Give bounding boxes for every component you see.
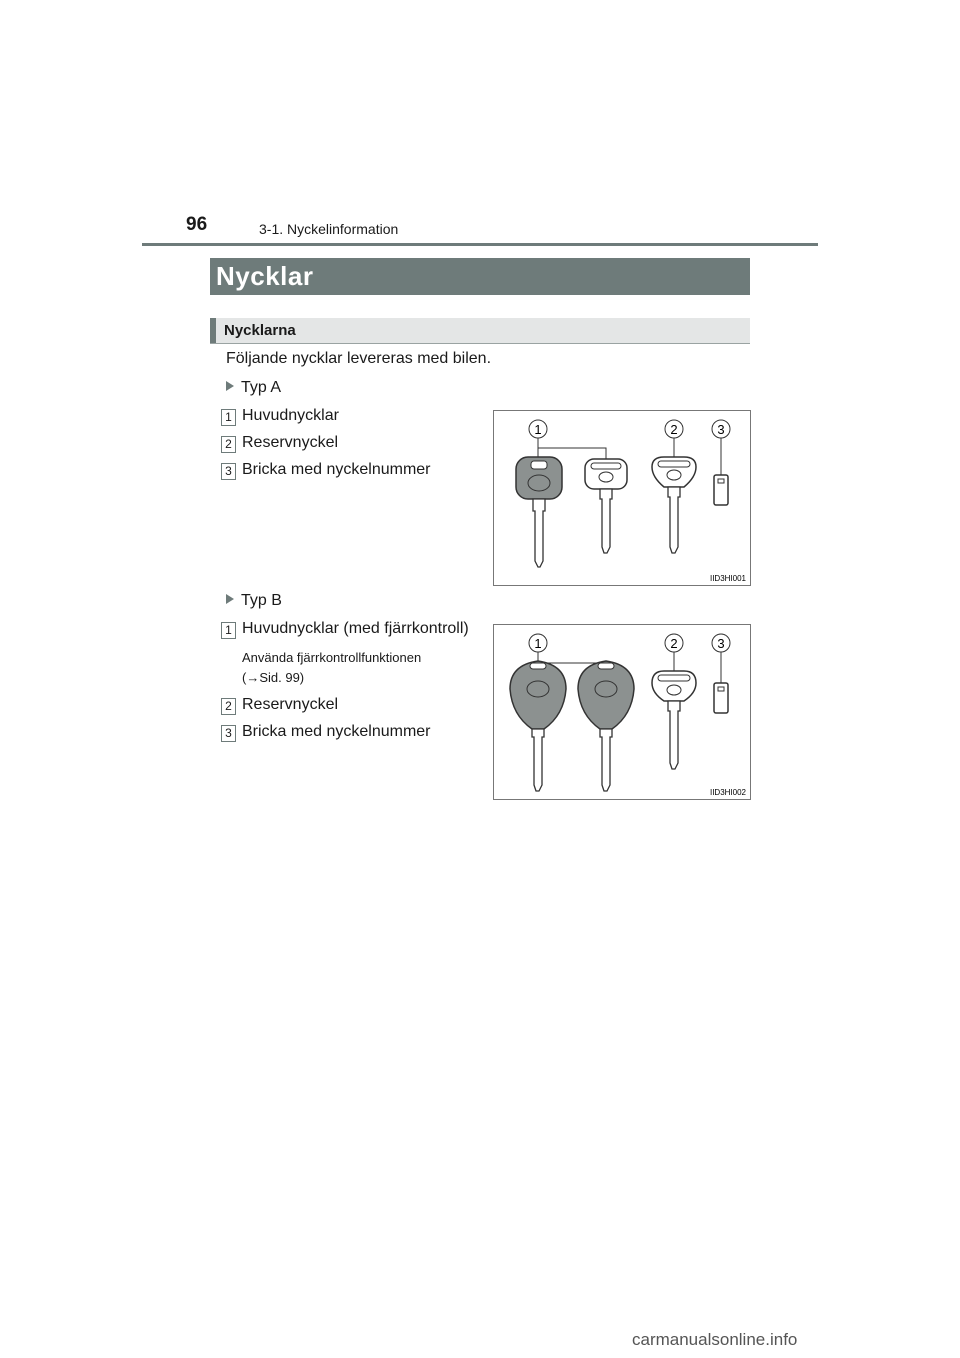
svg-text:2: 2 (670, 636, 678, 651)
keys-illustration-a (494, 411, 750, 585)
triangle-bullet-icon (226, 381, 234, 391)
key-number-tag-icon (714, 683, 728, 713)
remote-note-link[interactable]: (→Sid. 99) (242, 670, 305, 685)
item-b3-text: Bricka med nyckelnummer (242, 723, 431, 740)
item-a2-text: Reservnyckel (242, 434, 339, 451)
page-title: Nycklar (216, 261, 314, 291)
intro-text: Följande nycklar levereras med bilen. (226, 350, 492, 367)
item-number-a1: 1 (221, 409, 236, 426)
type-a-heading (226, 379, 281, 397)
type-b-heading (226, 592, 282, 610)
item-a3-text: Bricka med nyckelnummer (242, 461, 431, 478)
item-number-b2: 2 (221, 698, 236, 715)
callout-3 (712, 634, 730, 652)
item-number-a2: 2 (221, 436, 236, 453)
svg-text:3: 3 (717, 422, 725, 437)
item-b2-text: Reservnyckel (242, 696, 339, 713)
item-number-b3: 3 (221, 725, 236, 742)
callout-1 (529, 420, 547, 438)
key-number-tag-icon (714, 475, 728, 505)
type-b-label: Typ B (241, 592, 282, 609)
page-number: 96 (186, 214, 208, 235)
spare-key-icon (585, 459, 627, 553)
figure-type-b (493, 624, 751, 800)
svg-text:1: 1 (534, 422, 542, 437)
remote-note-line1: Använda fjärrkontrollfunktionen (242, 650, 422, 665)
callout-3 (712, 420, 730, 438)
item-a1-text: Huvudnycklar (242, 407, 339, 424)
subtitle-bar (210, 318, 750, 344)
spare-key-2-icon (652, 457, 696, 553)
item-number-b1: 1 (221, 622, 236, 639)
watermark: carmanualsonline.info (632, 1330, 798, 1349)
main-key-icon (516, 457, 562, 567)
subtitle: Nycklarna (224, 322, 296, 339)
spare-key-icon (652, 671, 696, 769)
svg-text:2: 2 (670, 422, 678, 437)
svg-text:3: 3 (717, 636, 725, 651)
remote-key-icon (510, 661, 566, 791)
item-b1-text: Huvudnycklar (med fjärrkontroll) (242, 620, 469, 637)
header-rule (142, 243, 818, 246)
type-a-label: Typ A (241, 379, 282, 396)
svg-text:1: 1 (534, 636, 542, 651)
callout-1 (529, 634, 547, 652)
title-bar (210, 258, 750, 295)
subtitle-accent (210, 318, 216, 343)
remote-key-2-icon (578, 661, 634, 791)
callout-2 (665, 420, 683, 438)
item-number-a3: 3 (221, 463, 236, 480)
figure-code-a: IID3HI001 (709, 574, 746, 583)
callout-2 (665, 634, 683, 652)
section-label: 3-1. Nyckelinformation (259, 221, 399, 237)
triangle-bullet-icon (226, 594, 234, 604)
keys-illustration-b (494, 625, 750, 799)
figure-code-b: IID3HI002 (709, 788, 746, 797)
figure-type-a (493, 410, 751, 586)
